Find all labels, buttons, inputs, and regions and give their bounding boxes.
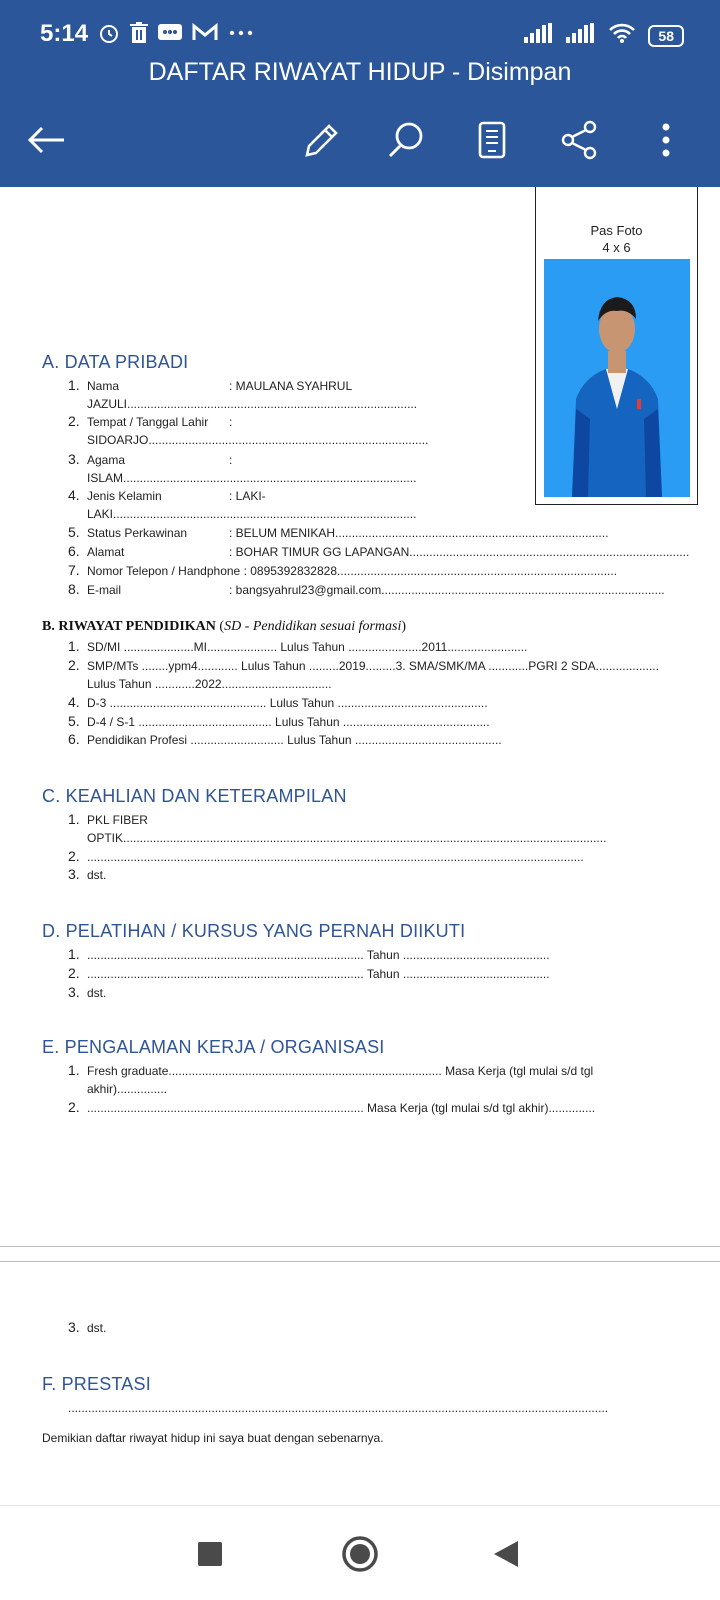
skill-1: PKL FIBER [87,813,148,827]
item-number: 3. [68,1319,80,1335]
toolbar [0,110,720,170]
field-jenis-kelamin-cont: LAKI........................................................................................... [87,507,417,521]
field-label: E-mail [87,583,122,597]
field-ttl-cont: SIDOARJO.................................................................................... [87,433,429,447]
section-b-heading [42,619,406,635]
document-page-2[interactable] [0,1262,720,1502]
reading-view-icon[interactable] [468,110,516,170]
pencil-icon[interactable] [298,110,346,170]
field-agama-cont: ISLAM........................................................................................ [87,471,417,485]
field-nama [87,378,352,394]
experience-1: Fresh graduate.................................................................................. Masa Kerja (tgl mulai s/d tgl [87,1064,594,1078]
message-icon [158,22,182,50]
recents-square-icon[interactable] [188,1532,232,1576]
item-number: 6. [68,543,80,559]
experience-3: dst. [87,1321,107,1335]
field-value: : 0895392832828.................................................................................... [243,564,618,578]
field-label: Nama [87,379,120,393]
item-number: 2. [68,1099,80,1115]
item-number: 4. [68,694,80,710]
back-arrow-icon[interactable] [22,110,70,170]
edu-sd: SD/MI .....................MI..................... Lulus Tahun ......................2011........................ [87,640,528,654]
profile-photo [544,259,690,497]
section-a-heading: A. DATA PRIBADI [42,352,189,372]
section-b-subtitle: SD - Pendidikan sesuai formasi [224,619,402,634]
item-number: 5. [68,524,80,540]
field-value: : [229,415,233,429]
closing-statement: Demikian daftar riwayat hidup ini saya buat dengan sebenarnya. [42,1431,384,1445]
item-number: 1. [68,946,80,962]
item-number: 1. [68,638,80,654]
item-number: 1. [68,377,80,393]
field-value: : [229,453,233,467]
field-email [87,582,665,598]
app-bar [0,0,720,187]
field-value: : bangsyahrul23@gmail.com..................................................................................... [229,583,665,597]
field-label: Agama [87,453,126,467]
item-number: 1. [68,1062,80,1078]
field-label: Nomor Telepon / Handphone [87,564,241,578]
document-title: DAFTAR RIWAYAT HIDUP - Disimpan [148,58,572,86]
edu-sma-year: Lulus Tahun ............2022................................. [87,677,332,691]
training-2: ................................................................................... Tahun ............................................ [87,967,550,981]
experience-2: ................................................................................... Masa Kerja (tgl mulai s/d tgl akhir).............. [87,1101,596,1115]
field-jenis-kelamin [87,488,266,504]
item-number: 2. [68,965,80,981]
item-number: 2. [68,848,80,864]
item-number: 5. [68,713,80,729]
gmail-icon [192,22,218,50]
more-icon [228,22,254,50]
photo-label-title: Pas Foto [590,223,643,238]
back-triangle-icon[interactable] [484,1532,528,1576]
field-alamat [87,544,689,560]
field-value: : MAULANA SYAHRUL [229,379,353,393]
edu-profesi: Pendidikan Profesi ............................ Lulus Tahun ............................................ [87,733,502,747]
battery-icon: 58 [648,25,684,47]
item-number: 3. [68,866,80,882]
item-number: 7. [68,562,80,578]
training-3: dst. [87,986,107,1000]
photo-label-size: 4 x 6 [602,240,631,255]
skill-3: dst. [87,868,107,882]
edu-d3: D-3 ............................................... Lulus Tahun ............................................. [87,696,488,710]
more-vert-icon[interactable] [642,110,690,170]
page-break-top [0,1246,720,1247]
experience-1-cont: akhir)............... [87,1082,168,1096]
system-nav-bar [0,1505,720,1600]
field-label: Jenis Kelamin [87,489,162,503]
field-nama-cont: JAZULI....................................................................................... [87,397,418,411]
document-page-1[interactable] [0,187,720,1247]
edu-smp-sma: SMP/MTs ........ypm4............ Lulus Tahun .........2019.........3. SMA/SMK/MA ............PGRI 2 SDA................... [87,659,659,673]
field-label: Status Perkawinan [87,526,188,540]
item-number: 3. [68,984,80,1000]
item-number: 1. [68,811,80,827]
field-label: Alamat [87,545,125,559]
status-bar [0,0,720,64]
field-label: Tempat / Tanggal Lahir [87,415,209,429]
field-status-perkawinan [87,525,608,541]
edu-d4: D-4 / S-1 ........................................ Lulus Tahun ............................................ [87,715,490,729]
item-number: 6. [68,731,80,747]
skill-2: ..................................................................................................................................................... [87,850,584,864]
item-number: 3. [68,451,80,467]
wifi-icon [608,22,636,49]
search-icon[interactable] [382,110,430,170]
section-b-paren-close: ) [401,619,407,634]
section-c-heading: C. KEAHLIAN DAN KETERAMPILAN [42,786,347,806]
item-number: 2. [68,413,80,429]
training-1: ................................................................................... Tahun ............................................ [87,948,550,962]
section-b-paren-open: ( [215,619,225,634]
photo-box [535,187,698,505]
home-circle-icon[interactable] [338,1532,382,1576]
item-number: 2. [68,657,80,673]
section-b-title: B. RIWAYAT PENDIDIKAN [42,619,216,634]
field-value: : LAKI- [229,489,266,503]
field-ttl [87,414,232,430]
field-agama [87,452,232,468]
field-value: : BOHAR TIMUR GG LAPANGAN.................................................................................... [229,545,690,559]
signal-icon-2 [566,23,596,48]
section-f-heading: F. PRESTASI [42,1374,151,1394]
trash-icon [130,22,148,50]
section-d-heading: D. PELATIHAN / KURSUS YANG PERNAH DIIKUTI [42,921,466,941]
status-time: 5:14 [40,20,89,47]
prestasi-line: .................................................................................................................................................................. [68,1401,609,1415]
skill-1-cont: OPTIK................................................................................................................................................. [87,831,607,845]
item-number: 4. [68,487,80,503]
signal-icon [524,23,554,48]
field-value: : BELUM MENIKAH.................................................................................. [229,526,609,540]
field-telepon [87,563,617,579]
alarm-icon [98,22,120,50]
item-number: 8. [68,581,80,597]
section-e-heading: E. PENGALAMAN KERJA / ORGANISASI [42,1037,385,1057]
share-icon[interactable] [555,110,603,170]
